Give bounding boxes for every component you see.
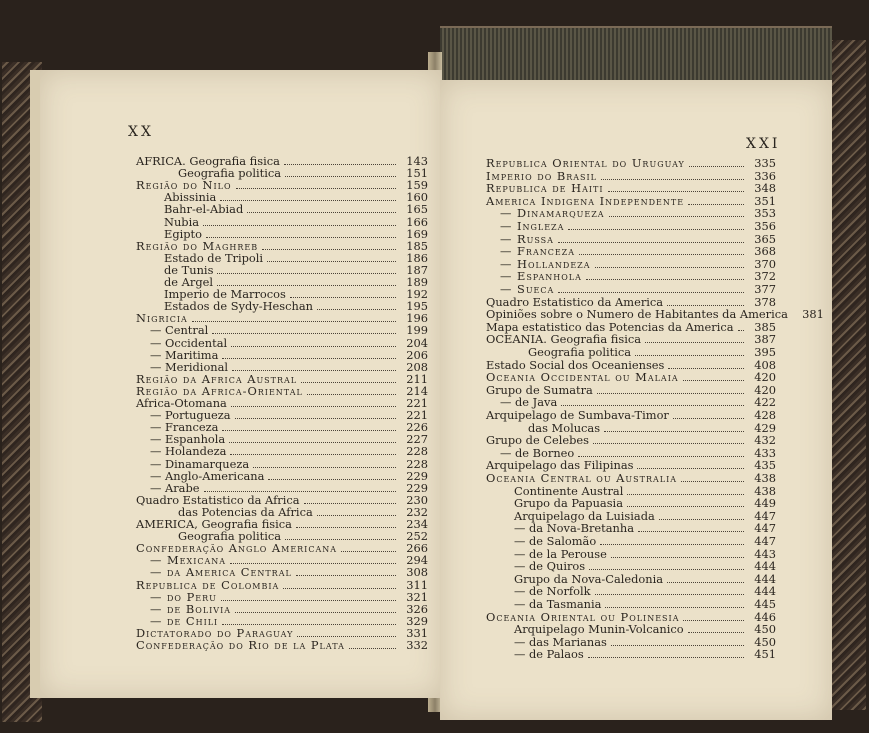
right-toc-entry-page: 444 xyxy=(754,571,776,586)
left-toc-entry-page: 204 xyxy=(406,335,428,350)
right-toc-entry-page: 372 xyxy=(754,269,776,284)
left-toc-entry-title: Região do Nilo xyxy=(136,178,232,193)
left-toc-entry-page: 329 xyxy=(406,613,428,628)
left-toc-leader-dots xyxy=(231,336,396,346)
left-toc-leader-dots xyxy=(307,385,396,395)
right-toc-leader-dots xyxy=(688,195,744,205)
right-toc-leader-dots xyxy=(561,396,744,406)
right-toc-leader-dots xyxy=(611,547,744,557)
left-toc-entry-page: 326 xyxy=(406,601,428,616)
right-toc-entry-title: — de Palaos xyxy=(514,647,584,662)
left-toc-entry-title: Confederação Anglo Americana xyxy=(136,541,338,556)
left-toc-leader-dots xyxy=(217,264,396,274)
left-toc-leader-dots xyxy=(236,179,396,189)
right-toc-entry-title: — de la Perouse xyxy=(514,546,607,561)
right-toc-leader-dots xyxy=(595,585,744,595)
right-toc-leader-dots xyxy=(558,283,744,293)
left-toc-entry-title: AFRICA. Geografia fisica xyxy=(136,154,280,168)
left-toc-entry-title: Geografia politica xyxy=(178,529,282,544)
right-toc-entry-title: Imperio do Brasil xyxy=(486,168,597,183)
left-toc-entry-page: 266 xyxy=(406,541,428,556)
left-toc-entry-title: — Meridional xyxy=(150,359,229,374)
right-toc-leader-dots xyxy=(627,497,744,507)
left-toc-entry-title: Região da Africa Austral xyxy=(136,371,298,386)
right-toc-entry-title: Opiniões sobre o Numero de Habitantes da America xyxy=(486,307,788,322)
left-toc-entry-title: — Holandeza xyxy=(150,444,227,459)
right-toc-entry-page: 378 xyxy=(754,294,776,309)
left-toc-entry-page: 229 xyxy=(406,468,428,483)
right-toc-entry-title: — de Borneo xyxy=(500,445,575,460)
right-toc-entry-title: Grupo de Celebes xyxy=(486,433,590,448)
right-toc-leader-dots xyxy=(579,245,744,255)
left-toc-leader-dots xyxy=(284,155,396,165)
right-toc-entry-page: 408 xyxy=(754,357,776,372)
right-toc-entry-page: 387 xyxy=(754,332,776,347)
left-toc-leader-dots xyxy=(296,518,396,528)
left-toc-entry-title: Republica de Colombia xyxy=(136,577,280,592)
left-toc-entry-page: 308 xyxy=(406,565,428,580)
right-toc-entry-title: America Indigena Independente xyxy=(486,193,685,208)
right-toc-entry-title: — Sueca xyxy=(500,282,555,296)
left-toc-entry-page: 252 xyxy=(406,529,428,544)
right-toc-entry-title: Arquipelago de Sumbava-Timor xyxy=(486,408,669,422)
right-toc-leader-dots xyxy=(668,358,744,368)
left-toc-entry-title: Bahr-el-Abiad xyxy=(164,202,244,217)
right-toc-leader-dots xyxy=(609,207,744,217)
right-toc-entry-title: Mapa estatistico das Potencias da America xyxy=(486,319,734,334)
right-toc-entry-title: Arquipelago Munin-Volcanico xyxy=(514,622,684,637)
right-toc-entry-page: 368 xyxy=(754,244,776,259)
right-toc-entry-page: 451 xyxy=(754,647,776,662)
left-toc-entry-title: Imperio de Marrocos xyxy=(164,287,286,302)
left-toc-entry-title: — do Peru xyxy=(150,589,217,604)
right-toc-entry-page: 353 xyxy=(754,206,776,221)
left-toc-entry-page: 165 xyxy=(406,202,428,217)
left-toc-entry-title: Nubia xyxy=(164,214,200,229)
left-toc-leader-dots xyxy=(231,397,396,407)
right-toc-entry-title: — da Nova-Bretanha xyxy=(514,521,635,536)
right-toc-entry-page: 335 xyxy=(754,156,776,170)
left-toc-entry-title: — Anglo-Americana xyxy=(150,468,265,483)
left-toc-leader-dots xyxy=(206,227,396,237)
left-toc-entry-page: 185 xyxy=(406,238,428,253)
left-toc-entry-page: 166 xyxy=(406,214,428,229)
right-toc-entry-page: 365 xyxy=(754,231,776,246)
left-toc-leader-dots xyxy=(212,324,396,334)
right-page xyxy=(440,80,832,720)
right-toc-entry-page: 435 xyxy=(754,458,776,473)
left-toc-leader-dots xyxy=(267,252,396,262)
left-toc-entry-title: — Occidental xyxy=(150,335,228,350)
left-toc-leader-dots xyxy=(204,482,396,492)
right-toc-entry-title: — da Tasmania xyxy=(514,597,602,611)
right-toc-entry-page: 351 xyxy=(754,193,776,208)
right-toc-leader-dots xyxy=(667,295,744,305)
right-toc-leader-dots xyxy=(605,598,744,608)
left-toc-leader-dots xyxy=(285,167,396,177)
left-toc-entry-page: 332 xyxy=(406,638,428,652)
left-toc-entry-page: 195 xyxy=(406,299,428,314)
right-toc-entry-title: Grupo da Nova-Caledonia xyxy=(514,571,664,586)
left-toc-leader-dots xyxy=(230,445,396,455)
left-toc-entry-title: Estados de Sydy-Heschan xyxy=(164,299,313,314)
right-toc-leader-dots xyxy=(595,258,745,268)
left-toc-entry-title: — Mexicana xyxy=(150,553,227,568)
right-toc-entry-title: — de Norfolk xyxy=(514,584,591,599)
left-toc-entry-title: Confederação do Rio de la Plata xyxy=(136,638,345,652)
left-toc-entry-title: Egipto xyxy=(164,226,202,241)
left-toc-entry-page: 311 xyxy=(406,577,428,592)
left-toc-entry-title: de Argel xyxy=(164,275,213,289)
book-cover-right-edge xyxy=(826,40,866,710)
right-toc-leader-dots xyxy=(611,636,744,646)
right-toc-leader-dots xyxy=(689,157,744,167)
right-toc-entry-page: 428 xyxy=(754,408,776,422)
left-toc-entry-title: — da America Central xyxy=(150,565,292,580)
right-toc-entry-page: 450 xyxy=(754,622,776,637)
left-toc-leader-dots xyxy=(262,240,396,250)
left-toc-leader-dots xyxy=(349,639,396,649)
left-toc-entry-title: — Franceza xyxy=(150,420,219,435)
left-toc-leader-dots xyxy=(221,590,396,600)
left-toc-entry-title: Abissinia xyxy=(164,190,217,205)
right-toc-entry-title: Republica de Haiti xyxy=(486,181,604,196)
left-toc-entry-title: — Portugueza xyxy=(150,408,231,423)
left-toc-entry-page: 230 xyxy=(406,492,428,507)
right-toc-entry-title: Oceania Oriental ou Polinesia xyxy=(486,609,680,624)
right-toc-leader-dots xyxy=(638,522,744,532)
right-toc-entry-page: 385 xyxy=(754,319,776,334)
left-toc-entry-page: 221 xyxy=(406,408,428,423)
right-toc-entry-page: 420 xyxy=(754,382,776,397)
right-toc-leader-dots xyxy=(586,270,744,280)
left-toc-entry-page: 228 xyxy=(406,444,428,459)
right-toc-entry-page: 395 xyxy=(754,345,776,359)
left-toc-leader-dots xyxy=(297,627,396,637)
right-toc-entry-title: — Dinamarqueza xyxy=(500,206,605,221)
right-toc-leader-dots xyxy=(608,182,744,192)
right-toc-leader-dots xyxy=(600,535,744,545)
right-toc-leader-dots xyxy=(588,648,744,658)
left-toc-leader-dots xyxy=(203,215,396,225)
left-toc-entry-page: 160 xyxy=(406,190,428,205)
right-toc-entry-page: 336 xyxy=(754,168,776,183)
left-toc-leader-dots xyxy=(235,409,396,419)
left-toc-leader-dots xyxy=(230,554,396,564)
right-toc-entry-title: — de Salomão xyxy=(514,534,597,548)
left-toc-entry-page: 294 xyxy=(406,553,428,568)
right-toc-entry-page: 377 xyxy=(754,282,776,296)
left-toc-entry-page: 159 xyxy=(406,178,428,193)
left-toc-entry-title: de Tunis xyxy=(164,262,214,277)
left-toc-leader-dots xyxy=(285,530,396,540)
right-toc-entry-page: 433 xyxy=(754,445,776,460)
left-toc-entry-page: 186 xyxy=(406,250,428,265)
left-toc-entry-page: 211 xyxy=(406,371,428,386)
right-toc-leader-dots xyxy=(589,560,744,570)
left-toc-entry-page: 229 xyxy=(406,480,428,495)
left-toc-entry-page: 151 xyxy=(406,166,428,181)
left-toc-entry xyxy=(136,638,428,652)
right-toc-entry-page: 381 xyxy=(802,307,824,322)
left-toc-leader-dots xyxy=(301,373,396,383)
right-toc-leader-dots xyxy=(683,371,744,381)
left-toc-entry-page: 232 xyxy=(406,504,428,519)
right-toc-entry-page: 432 xyxy=(754,433,776,448)
left-toc-leader-dots xyxy=(283,578,396,588)
right-toc-entry-title: Arquipelago da Luisiada xyxy=(514,508,655,523)
right-toc-entry-page: 449 xyxy=(754,496,776,511)
right-toc-leader-dots xyxy=(681,472,744,482)
right-toc-leader-dots xyxy=(738,321,744,331)
left-toc-entry-page: 206 xyxy=(406,347,428,362)
right-toc-entry-title: — das Marianas xyxy=(514,634,607,649)
left-toc-entry-title: — de Bolivia xyxy=(150,601,232,616)
right-toc-leader-dots xyxy=(645,333,744,343)
book-page-block-top xyxy=(440,26,832,88)
right-toc-leader-dots xyxy=(683,610,744,620)
left-toc-entry-title: Africa-Otomana xyxy=(136,396,227,410)
right-toc-entry-title: Geografia politica xyxy=(528,345,632,359)
right-toc-entry-title: — Hollandeza xyxy=(500,256,591,271)
left-toc-entry-title: Região da Africa-Oriental xyxy=(136,383,303,398)
left-toc-entry-title: Estado de Tripoli xyxy=(164,250,264,265)
right-toc-leader-dots xyxy=(578,447,744,457)
left-toc-entry-page: 228 xyxy=(406,456,428,471)
left-toc-leader-dots xyxy=(192,312,396,322)
right-toc-entry-page: 348 xyxy=(754,181,776,196)
right-toc-entry-page: 420 xyxy=(754,370,776,385)
right-toc-entry-page: 447 xyxy=(754,521,776,536)
left-toc-entry-page: 226 xyxy=(406,420,428,435)
right-toc-leader-dots xyxy=(601,169,744,179)
left-toc-entry-page: 208 xyxy=(406,359,428,374)
left-toc-leader-dots xyxy=(229,433,396,443)
right-toc-leader-dots xyxy=(637,459,744,469)
left-toc-entry-page: 199 xyxy=(406,323,428,338)
right-toc-entry-title: Continente Austral xyxy=(514,483,624,498)
left-toc-leader-dots xyxy=(290,288,396,298)
right-toc-entry-page: 370 xyxy=(754,256,776,271)
left-toc-entry-page: 221 xyxy=(406,396,428,410)
right-toc-entry-title: Quadro Estatistico da America xyxy=(486,294,664,309)
left-toc-entry-title: — Central xyxy=(150,323,209,338)
left-toc-entry-page: 321 xyxy=(406,589,428,604)
left-toc-leader-dots xyxy=(268,469,396,479)
right-toc-entry-title: Arquipelago das Filipinas xyxy=(486,458,634,473)
right-toc-entry-page: 444 xyxy=(754,584,776,599)
right-toc-entry-page: 443 xyxy=(754,546,776,561)
left-toc-entry-page: 227 xyxy=(406,432,428,447)
left-toc-leader-dots xyxy=(222,421,396,431)
left-toc-leader-dots xyxy=(222,615,396,625)
left-toc-entry-page: 143 xyxy=(406,154,428,168)
right-toc-entry-page: 429 xyxy=(754,420,776,435)
left-toc-leader-dots xyxy=(217,276,396,286)
right-toc-entry-title: Oceania Occidental ou Malaia xyxy=(486,370,679,385)
right-toc-entry-title: — de Java xyxy=(500,395,558,410)
right-toc-leader-dots xyxy=(673,409,744,419)
left-toc-entry-title: — Dinamarqueza xyxy=(150,456,250,471)
right-toc-leader-dots xyxy=(558,232,744,242)
right-toc-entry-page: 445 xyxy=(754,597,776,611)
left-toc-entry-page: 192 xyxy=(406,287,428,302)
left-toc-entry-page: 189 xyxy=(406,275,428,289)
right-toc-entry-page: 447 xyxy=(754,508,776,523)
right-toc-leader-dots xyxy=(667,573,744,583)
right-toc-leader-dots xyxy=(604,421,744,431)
right-toc-entry-title: Oceania Central ou Australia xyxy=(486,471,678,485)
left-toc-entry-title: Dictatorado do Paraguay xyxy=(136,625,294,640)
right-toc-entry-title: — Franceza xyxy=(500,244,576,259)
right-toc-leader-dots xyxy=(568,220,744,230)
left-toc-leader-dots xyxy=(296,566,396,576)
left-toc-leader-dots xyxy=(317,300,396,310)
right-toc-entry-page: 422 xyxy=(754,395,776,410)
left-toc-entry-page: 169 xyxy=(406,226,428,241)
left-toc-entry-title: — Arabe xyxy=(150,480,200,495)
left-toc-entry-title: Geografia politica xyxy=(178,166,282,181)
right-toc-entry-page: 444 xyxy=(754,559,776,574)
right-toc-entry-page: 447 xyxy=(754,534,776,548)
right-toc-entry-page: 450 xyxy=(754,634,776,649)
left-toc-entry-page: 187 xyxy=(406,262,428,277)
left-toc-entry-title: Quadro Estatistico da Africa xyxy=(136,492,300,507)
right-toc-entry-title: — Espanhola xyxy=(500,269,582,284)
left-toc-entry-title: — Maritima xyxy=(150,347,219,362)
right-toc-entry-title: Estado Social dos Oceanienses xyxy=(486,357,665,372)
left-page-folio: XX xyxy=(128,124,154,140)
left-toc-leader-dots xyxy=(341,542,396,552)
left-toc-entry-title: AMERICA, Geografia fisica xyxy=(136,517,292,531)
left-toc-leader-dots xyxy=(317,506,396,516)
left-toc-entry-title: Nigricia xyxy=(136,311,188,326)
left-toc-entry-title: — Espanhola xyxy=(150,432,226,447)
left-toc-entry-page: 196 xyxy=(406,311,428,326)
right-toc-leader-dots xyxy=(597,384,744,394)
left-toc-entry-page: 331 xyxy=(406,625,428,640)
right-toc-leader-dots xyxy=(688,623,744,633)
right-toc-entry-page: 356 xyxy=(754,219,776,233)
left-toc-leader-dots xyxy=(304,494,396,504)
left-page xyxy=(30,70,442,698)
right-toc-entry-title: Grupo da Papuasia xyxy=(514,496,623,511)
right-toc-entry-title: — de Quiros xyxy=(514,559,586,574)
left-toc-entry-page: 234 xyxy=(406,517,428,531)
left-toc-entry-title: — de Chili xyxy=(150,613,219,628)
right-toc-leader-dots xyxy=(659,510,744,520)
left-toc-leader-dots xyxy=(232,361,396,371)
left-toc-entry-page: 214 xyxy=(406,383,428,398)
left-toc-entry-title: das Potencias da Africa xyxy=(178,504,313,519)
right-toc-leader-dots xyxy=(627,484,744,494)
right-toc-entry-page: 446 xyxy=(754,609,776,624)
right-toc-entry-page: 438 xyxy=(754,471,776,485)
right-toc-entry-title: OCEANIA. Geografia fisica xyxy=(486,332,642,347)
left-toc-leader-dots xyxy=(222,348,396,358)
right-toc-entry xyxy=(514,647,776,661)
right-toc-entry-title: Republica Oriental do Uruguay xyxy=(486,156,685,170)
right-toc-leader-dots xyxy=(635,346,744,356)
right-toc-leader-dots xyxy=(593,434,744,444)
left-toc-leader-dots xyxy=(253,457,396,467)
right-toc-entry-title: das Molucas xyxy=(528,420,601,435)
left-toc-leader-dots xyxy=(247,203,396,213)
left-toc-entry-title: Região do Maghreb xyxy=(136,238,259,253)
right-page-folio: XXI xyxy=(746,136,781,152)
right-toc-entry-title: — Russa xyxy=(500,231,554,246)
right-toc-entry-page: 438 xyxy=(754,483,776,498)
right-toc-entry-title: Grupo de Sumatra xyxy=(486,382,593,397)
left-toc-leader-dots xyxy=(220,191,396,201)
right-toc-entry-title: — Ingleza xyxy=(500,219,565,233)
left-toc-leader-dots xyxy=(235,603,396,613)
